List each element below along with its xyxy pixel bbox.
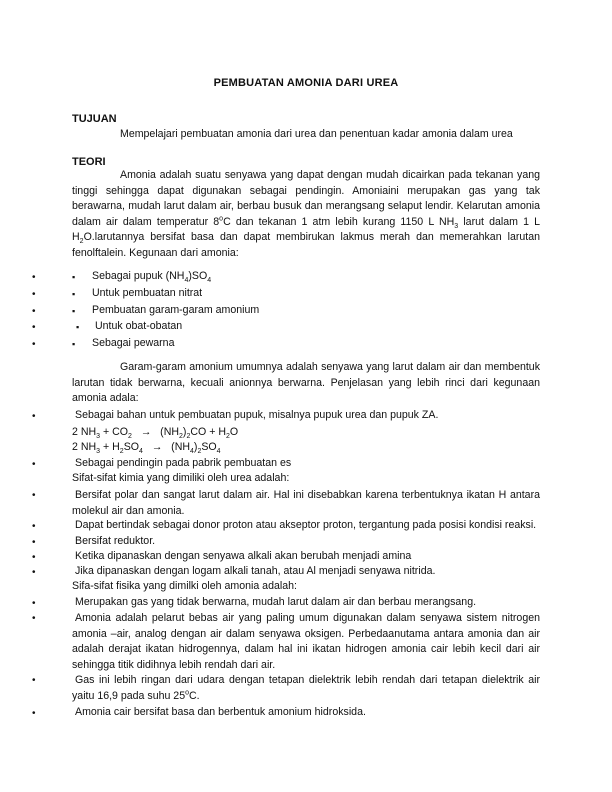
square-bullet-icon: ▪ bbox=[72, 306, 76, 316]
bullet-item: Amonia cair bersifat basa dan berbentuk amonium hidroksida. bbox=[75, 706, 366, 718]
bullet-icon: • bbox=[32, 339, 36, 350]
list-item: Untuk obat-obatan bbox=[95, 320, 183, 332]
bullet-item: Bersifat reduktor. bbox=[75, 535, 156, 547]
list-item: Sebagai pewarna bbox=[92, 337, 175, 349]
bullet-item: Sebagai pendingin pada pabrik pembuatan es bbox=[75, 457, 292, 469]
bullet-item: Jika dipanaskan dengan logam alkali tanah, atau Al menjadi senyawa nitrida. bbox=[75, 565, 436, 577]
bullet-item: Bersifat polar dan sangat larut dalam air. Hal ini disebabkan karena terbentuknya ikatan H antara molekul air dan amonia. bbox=[72, 489, 540, 517]
bullet-icon: • bbox=[32, 490, 36, 501]
phys-properties-intro: Sifa-sifat fisika yang dimilki oleh amonia adalah: bbox=[72, 580, 297, 592]
list-item: Untuk pembuatan nitrat bbox=[92, 287, 203, 299]
section-heading-teori: TEORI bbox=[72, 156, 106, 168]
square-bullet-icon: ▪ bbox=[72, 339, 76, 349]
tujuan-text: Mempelajari pembuatan amonia dari urea dan penentuan kadar amonia dalam urea bbox=[120, 128, 513, 140]
bullet-item: Sebagai bahan untuk pembuatan pupuk, misalnya pupuk urea dan pupuk ZA. bbox=[75, 409, 439, 421]
bullet-icon: • bbox=[32, 552, 36, 563]
square-bullet-icon: ▪ bbox=[76, 322, 80, 332]
bullet-item: Gas ini lebih ringan dari udara dengan tetapan dielektrik lebih rendah dari tetapan dielektrik air yaitu 16,9 pada suhu 25$^o$C. bbox=[72, 674, 540, 702]
bullet-icon: • bbox=[32, 411, 36, 422]
bullet-icon: • bbox=[32, 322, 36, 333]
bullet-icon: • bbox=[32, 306, 36, 317]
bullet-item: Amonia adalah pelarut bebas air yang paling umum digunakan dalam senyawa sistem nitrogen amonia –air, analog dengan air dalam senyawa oksigen. Perbedaanutama antara amonia dan air adalah derajat ikatan hidrogennya, dalam hal ini ikatan hidrogen amonia cair lebih kecil dari air sehingga titik didihnya lebih rendah dari air. bbox=[72, 612, 540, 671]
equation-1: 2 $NH_3 + CO_2 \to (NH_2)_2CO + H_2O$ bbox=[72, 426, 239, 441]
bullet-icon: • bbox=[32, 598, 36, 609]
bullet-icon: • bbox=[32, 521, 36, 532]
bullet-icon: • bbox=[32, 613, 36, 624]
teori-paragraph-1: Amonia adalah suatu senyawa yang dapat dengan mudah dicairkan pada tekanan yang tinggi sehingga dapat digunakan sebagai pendingin. Amoniaini merupakan gas yang tak berawarna, mudah larut dalam air, berbau busuk dan merangsang selaput lendir. Kelarutan amonia dalam air dalam temperatur 8$^o$C dan tekanan 1 atm lebih kurang 1150 L $NH_3$ larut dalam 1 L $H_2O.larutannya$ bersifat basa dan dapat membirukan lakmus merah dan memerahkan larutan fenolftalein. Kegunaan dari amonia: bbox=[72, 169, 540, 259]
chem-properties-intro: Sifat-sifat kimia yang dimiliki oleh urea adalah: bbox=[72, 472, 290, 484]
bullet-icon: • bbox=[32, 537, 36, 548]
bullet-icon: • bbox=[32, 567, 36, 578]
bullet-icon: • bbox=[32, 289, 36, 300]
bullet-icon: • bbox=[32, 708, 36, 719]
bullet-icon: • bbox=[32, 675, 36, 686]
list-item: Pembuatan garam-garam amonium bbox=[92, 304, 260, 316]
document-title: PEMBUATAN AMONIA DARI UREA bbox=[213, 77, 399, 89]
square-bullet-icon: ▪ bbox=[72, 272, 76, 282]
bullet-icon: • bbox=[32, 459, 36, 470]
teori-paragraph-2: Garam-garam amonium umumnya adalah senyawa yang larut dalam air dan membentuk larutan tidak berwarna, kecuali anionnya berwarna. Penjelasan yang lebih rinci dari kegunaan amonia adala: bbox=[72, 361, 540, 405]
list-item: Sebagai pupuk $(NH_4)SO_4$ bbox=[92, 270, 212, 285]
bullet-item: Dapat bertindak sebagai donor proton atau akseptor proton, tergantung pada posisi kondisi reaksi. bbox=[75, 519, 537, 531]
section-heading-tujuan: TUJUAN bbox=[72, 113, 117, 125]
square-bullet-icon: ▪ bbox=[72, 289, 76, 299]
bullet-item: Merupakan gas yang tidak berwarna, mudah larut dalam air dan berbau merangsang. bbox=[75, 596, 477, 608]
bullet-item: Ketika dipanaskan dengan senyawa alkali akan berubah menjadi amina bbox=[75, 550, 412, 562]
equation-2: 2 $NH_3 + H_2SO_4 \to (NH_4)_2SO_4$ bbox=[72, 441, 221, 456]
bullet-icon: • bbox=[32, 272, 36, 283]
